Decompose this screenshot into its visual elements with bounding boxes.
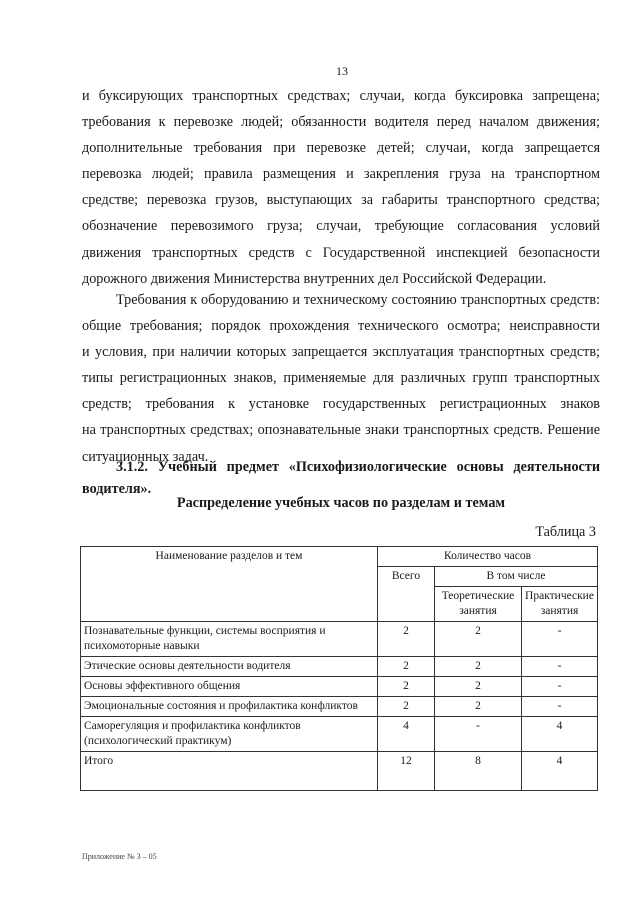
paragraph-line: движения транспортных средств с Государственной инспекцией безопасности: [82, 244, 600, 261]
table-row: [81, 657, 598, 677]
row-name: Эмоциональные состояния и профилактика конфликтов: [81, 697, 378, 717]
paragraph-line: общие требования; порядок прохождения технического осмотра; неисправности: [82, 318, 600, 335]
paragraph-line: обозначение перевозимого груза; случаи, требующие согласования условий: [82, 218, 600, 235]
row-total: 2: [378, 677, 435, 697]
page-footer: Приложение № 3 – 05: [82, 852, 157, 861]
subject-heading-line: водителя».: [82, 481, 152, 497]
table-total-row: [81, 752, 598, 791]
row-theory: 8: [435, 752, 522, 791]
row-total: 2: [378, 622, 435, 657]
table-header-row: [81, 547, 598, 567]
row-name: Итого: [81, 752, 378, 791]
paragraph-continuation: [82, 83, 600, 292]
paragraph-line: и буксирующих транспортных средствах; случаи, когда буксировка запрещена;: [82, 88, 600, 104]
row-total: 4: [378, 717, 435, 752]
row-theory: 2: [435, 677, 522, 697]
subject-heading: [82, 456, 600, 500]
row-practice: -: [522, 657, 598, 677]
row-name: Саморегуляция и профилактика конфликтов (психологический практикум): [81, 717, 378, 752]
table-row: [81, 697, 598, 717]
row-total: 2: [378, 697, 435, 717]
row-total: 12: [378, 752, 435, 791]
row-theory: 2: [435, 622, 522, 657]
row-total: 2: [378, 657, 435, 677]
subject-heading-line: 3.1.2. Учебный предмет «Психофизиологические основы деятельности: [116, 459, 600, 475]
paragraph-line: средств; требования к установке государственных регистрационных знаков: [82, 396, 600, 413]
hours-table: [80, 546, 598, 791]
header-total: Всего: [378, 567, 435, 622]
header-theory: Теоретические занятия: [435, 587, 522, 622]
row-name: Этические основы деятельности водителя: [81, 657, 378, 677]
table-row: [81, 717, 598, 752]
page-number: 13: [336, 64, 348, 78]
row-name: Познавательные функции, системы восприятия и психомоторные навыки: [81, 622, 378, 657]
row-practice: 4: [522, 752, 598, 791]
paragraph-line: требования к перевозке людей; обязанности водителя перед началом движения;: [82, 114, 600, 131]
table-label: Таблица 3: [535, 524, 596, 540]
header-hours: Количество часов: [378, 547, 598, 567]
header-including: В том числе: [435, 567, 598, 587]
row-theory: 2: [435, 697, 522, 717]
paragraph-line: типы регистрационных знаков, применяемые для различных групп транспортных: [82, 370, 600, 387]
table-row: [81, 677, 598, 697]
table-row: [81, 622, 598, 657]
row-theory: -: [435, 717, 522, 752]
row-practice: -: [522, 697, 598, 717]
paragraph-line: средстве; перевозка грузов, выступающих за габариты транспортного средства;: [82, 192, 600, 209]
row-practice: -: [522, 677, 598, 697]
header-practice: Практические занятия: [522, 587, 598, 622]
header-section-name: Наименование разделов и тем: [81, 547, 378, 622]
paragraph-line: ситуационных задач.: [82, 448, 209, 465]
table-title: Распределение учебных часов по разделам и темам: [176, 495, 506, 511]
row-practice: -: [522, 622, 598, 657]
row-name: Основы эффективного общения: [81, 677, 378, 697]
paragraph-line: Требования к оборудованию и техническому состоянию транспортных средств:: [116, 292, 600, 308]
paragraph-line: дополнительные требования при перевозке детей; случаи, когда запрещается: [82, 140, 600, 157]
row-practice: 4: [522, 717, 598, 752]
paragraph-line: на транспортных средствах; опознавательные знаки транспортных средств. Решение: [82, 422, 600, 439]
paragraph-line: дорожного движения Министерства внутренних дел Российской Федерации.: [82, 270, 547, 287]
paragraph-line: перевозка людей; правила размещения и закрепления груза на транспортном: [82, 166, 600, 183]
paragraph-line: и условия, при наличии которых запрещается эксплуатация транспортных средств;: [82, 344, 600, 361]
row-theory: 2: [435, 657, 522, 677]
paragraph-vehicle-requirements: [82, 287, 600, 470]
